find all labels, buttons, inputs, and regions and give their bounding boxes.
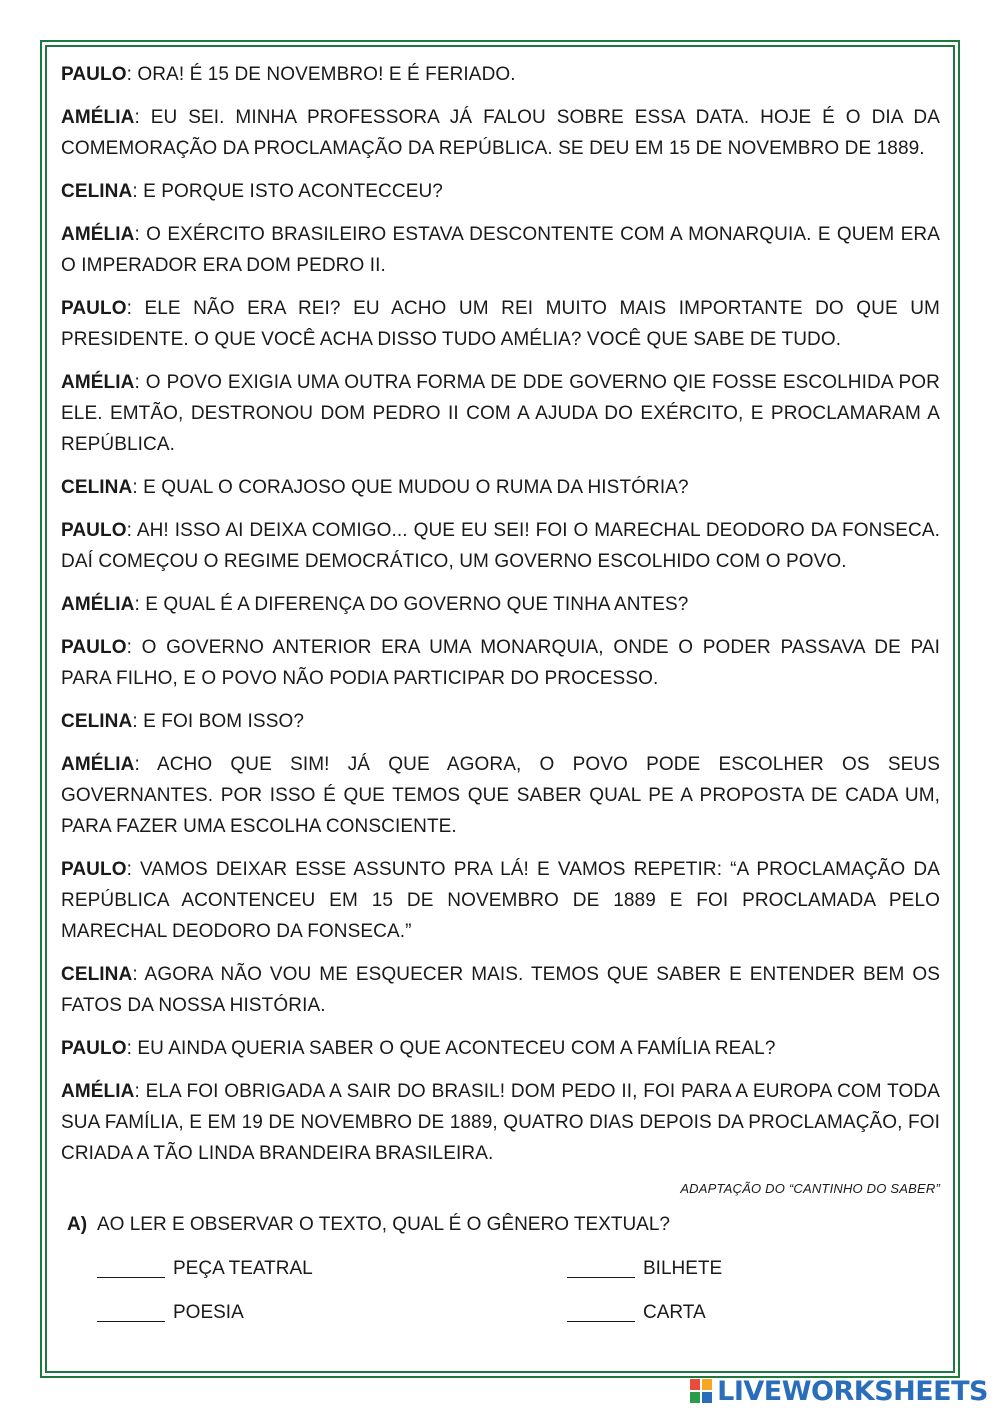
speaker-name: PAULO [61,859,127,880]
option-label: POESIA [173,1302,244,1323]
liveworksheets-brand[interactable] [689,1374,988,1408]
speaker-name: CELINA [61,964,133,985]
speaker-name: AMÉLIA [61,754,135,775]
dialogue-line [61,367,940,460]
dialogue-line [61,102,940,164]
speaker-name: CELINA [61,711,133,732]
logo-square [701,1391,713,1404]
speaker-name: PAULO [61,1038,127,1059]
line-text: : AGORA NÃO VOU ME ESQUECER MAIS. TEMOS QUE SABER E ENTENDER BEM OS FATOS DA NOSSA HISTÓRIA. [61,964,940,1016]
answer-blank[interactable] [567,1257,635,1278]
logo-square [689,1378,701,1391]
dialogue-line [61,749,940,842]
answer-blank[interactable] [97,1301,165,1322]
option-carta [567,1298,867,1328]
question-a [67,1210,940,1240]
speaker-name: AMÉLIA [61,107,135,128]
speaker-name: PAULO [61,298,127,319]
dialogue-line [61,515,940,577]
worksheet-content [61,59,940,1328]
option-label: CARTA [643,1302,706,1323]
dialogue-line [61,1076,940,1169]
question-letter: A) [67,1214,88,1235]
liveworksheets-logo-icon [689,1378,713,1404]
brand-name: LIVEWORKSHEETS [717,1375,988,1407]
logo-square [701,1378,713,1391]
line-text: : E PORQUE ISTO ACONTECCEU? [132,181,443,202]
line-text: : O EXÉRCITO BRASILEIRO ESTAVA DESCONTENTE COM A MONARQUIA. E QUEM ERA O IMPERADOR ERA DOM PEDRO II. [61,224,940,276]
line-text: : VAMOS DEIXAR ESSE ASSUNTO PRA LÁ! E VAMOS REPETIR: “A PROCLAMAÇÃO DA REPÚBLICA ACONTENCEU EM 15 DE NOVEMBRO DE 1889 E FOI PROCLAMADA PELO MARECHAL DEODORO DA FONSECA.” [61,859,940,942]
line-text: : AH! ISSO AI DEIXA COMIGO... QUE EU SEI! FOI O MARECHAL DEODORO DA FONSECA. DAÍ COMEÇOU O REGIME DEMOCRÁTICO, UM GOVERNO ESCOLHIDO COM O POVO. [61,520,940,572]
answer-blank[interactable] [97,1257,165,1278]
line-text: : O GOVERNO ANTERIOR ERA UMA MONARQUIA, ONDE O PODER PASSAVA DE PAI PARA FILHO, E O POVO NÃO PODIA PARTICIPAR DO PROCESSO. [61,637,940,689]
line-text: : E FOI BOM ISSO? [132,711,305,732]
answer-options [97,1254,940,1328]
line-text: : ELE NÃO ERA REI? EU ACHO UM REI MUITO MAIS IMPORTANTE DO QUE UM PRESIDENTE. O QUE VOCÊ ACHA DISSO TUDO AMÉLIA? VOCÊ QUE SABE DE TUDO. [61,298,940,350]
option-label: PEÇA TEATRAL [173,1258,313,1279]
speaker-name: PAULO [61,64,127,85]
line-text: : EU SEI. MINHA PROFESSORA JÁ FALOU SOBRE ESSA DATA. HOJE É O DIA DA COMEMORAÇÃO DA PROCLAMAÇÃO DA REPÚBLICA. SE DEU EM 15 DE NOVEMBRO DE 1889. [61,107,940,159]
dialogue-text [61,59,940,1169]
dialogue-line [61,706,940,737]
option-poesia [97,1298,567,1328]
dialogue-line [61,589,940,620]
dialogue-line [61,176,940,207]
dialogue-line [61,472,940,503]
speaker-name: PAULO [61,520,127,541]
line-text: : EU AINDA QUERIA SABER O QUE ACONTECEU COM A FAMÍLIA REAL? [126,1038,776,1059]
source-credit: ADAPTAÇÃO DO “CANTINHO DO SABER” [680,1181,940,1196]
dialogue-line [61,959,940,1021]
dialogue-line [61,632,940,694]
speaker-name: AMÉLIA [61,224,135,245]
speaker-name: PAULO [61,637,127,658]
line-text: : ELA FOI OBRIGADA A SAIR DO BRASIL! DOM PEDO II, FOI PARA A EUROPA COM TODA SUA FAMÍLIA, E EM 19 DE NOVEMBRO DE 1889, QUATRO DIAS DEPOIS DA PROCLAMAÇÃO, FOI CRIADA A TÃO LINDA BRANDEIRA BRASILEIRA. [61,1081,940,1164]
dialogue-line [61,59,940,90]
answer-blank[interactable] [567,1301,635,1322]
option-peca-teatral [97,1254,567,1284]
dialogue-line [61,219,940,281]
line-text: : O POVO EXIGIA UMA OUTRA FORMA DE DDE GOVERNO QIE FOSSE ESCOLHIDA POR ELE. EMTÃO, DESTRONOU DOM PEDRO II COM A AJUDA DO EXÉRCITO, E PROCLAMARAM A REPÚBLICA. [61,372,940,455]
speaker-name: AMÉLIA [61,594,135,615]
dialogue-line [61,1033,940,1064]
option-label: BILHETE [643,1258,723,1279]
speaker-name: AMÉLIA [61,1081,135,1102]
logo-square [689,1391,701,1404]
speaker-name: AMÉLIA [61,372,135,393]
line-text: : ACHO QUE SIM! JÁ QUE AGORA, O POVO PODE ESCOLHER OS SEUS GOVERNANTES. POR ISSO É QUE TEMOS QUE SABER QUAL PE A PROPOSTA DE CADA UM, PARA FAZER UMA ESCOLHA CONSCIENTE. [61,754,940,837]
line-text: : E QUAL O CORAJOSO QUE MUDOU O RUMA DA HISTÓRIA? [132,477,689,498]
speaker-name: CELINA [61,181,133,202]
line-text: : ORA! É 15 DE NOVEMBRO! E É FERIADO. [126,64,516,85]
dialogue-line [61,854,940,947]
line-text: : E QUAL É A DIFERENÇA DO GOVERNO QUE TINHA ANTES? [134,594,689,615]
question-text: AO LER E OBSERVAR O TEXTO, QUAL É O GÊNERO TEXTUAL? [97,1214,670,1235]
speaker-name: CELINA [61,477,133,498]
dialogue-line [61,293,940,355]
option-bilhete [567,1254,867,1284]
